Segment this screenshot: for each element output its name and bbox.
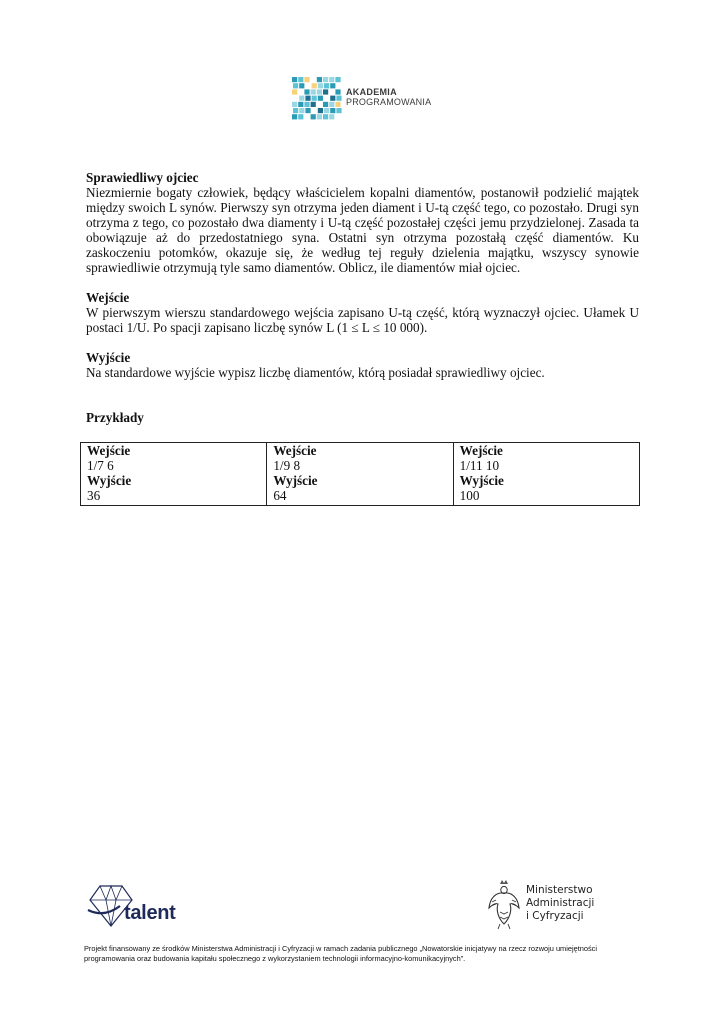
- mosaic-tile: [299, 96, 304, 101]
- mosaic-tile: [323, 77, 328, 82]
- mosaic-tile: [323, 114, 328, 119]
- mosaic-tile: [330, 96, 335, 101]
- mosaic-tile: [299, 108, 304, 113]
- example-cell-2: [267, 443, 453, 506]
- mosaic-tile: [298, 102, 303, 107]
- example-input-value: 1/11 10: [459, 458, 500, 473]
- mosaic-tile: [329, 114, 334, 119]
- ministry-line2: Administracji: [526, 897, 595, 909]
- mosaic-tile: [304, 89, 309, 94]
- mosaic-tile: [324, 108, 329, 113]
- logo-line1: AKADEMIA: [346, 87, 397, 97]
- mosaic-tile: [293, 108, 298, 113]
- problem-statement: Niezmiernie bogaty człowiek, będący właścicielem kopalni diamentów, postanowił podzielić majątek między swoich L synów. Pierwszy syn otrzyma jeden diament i U-tą część tego, co pozostało. Drugi syn otrzyma z tego, co pozostało dwa diamenty i U-tą część pozostałej części jemu przydzielonej. Zasada ta obowiązuje aż do przedostatniego syna. Ostatni syn otrzyma pozostałą część diamentów. Ku zaskoczeniu potomków, okazuje się, że według tej reguły dzielenia majątku, wszyscy synowie sprawiedliwie otrzymują tyle samo diamentów. Oblicz, ile diamentów miał ojciec.: [86, 185, 639, 275]
- example-output-label: Wyjście: [459, 473, 504, 488]
- mosaic-tile: [305, 108, 310, 113]
- mosaic-tile: [317, 89, 322, 94]
- ministry-line1: Ministerstwo: [526, 884, 593, 896]
- example-output-value: 100: [459, 488, 480, 503]
- talent-logo: [84, 880, 194, 932]
- mosaic-tile: [312, 96, 317, 101]
- funding-note-line1: Projekt finansowany ze środków Ministerstwa Administracji i Cyfryzacji w ramach zadania publicznego „Nowatorskie inicjatywy na rzecz rozwoju umiejętności: [84, 944, 598, 953]
- input-heading: Wejście: [86, 290, 130, 305]
- akademia-programowania-logo: [292, 76, 452, 120]
- mosaic-tile: [335, 89, 340, 94]
- example-cell-1: [81, 443, 267, 506]
- mosaic-tile: [292, 77, 297, 82]
- mosaic-tile: [317, 114, 322, 119]
- table-row: [81, 443, 640, 506]
- example-input-label: Wejście: [459, 443, 503, 458]
- mosaic-tile: [304, 77, 309, 82]
- mosaic-tile: [318, 108, 323, 113]
- example-input-value: 1/9 8: [273, 458, 301, 473]
- mosaic-tile: [311, 89, 316, 94]
- mosaic-tile: [292, 102, 297, 107]
- ministry-name: [526, 884, 594, 923]
- mosaic-tile: [318, 96, 323, 101]
- mosaic-tile: [330, 83, 335, 88]
- mosaic-tile: [329, 77, 334, 82]
- ministry-line3: i Cyfryzacji: [526, 910, 584, 922]
- ministry-logo: [486, 878, 606, 934]
- example-output-label: Wyjście: [273, 473, 318, 488]
- examples-heading: Przykłady: [86, 410, 144, 425]
- funding-note: [84, 944, 644, 964]
- mosaic-tile: [323, 102, 328, 107]
- mosaic-tile: [298, 114, 303, 119]
- mosaic-tile: [311, 102, 316, 107]
- output-heading: Wyjście: [86, 350, 131, 365]
- example-input-label: Wejście: [273, 443, 317, 458]
- example-cell-3: [453, 443, 639, 506]
- problem-content: [86, 170, 639, 425]
- mosaic-tile: [305, 96, 310, 101]
- mosaic-tile: [323, 89, 328, 94]
- mosaic-tile: [330, 108, 335, 113]
- mosaic-tile: [293, 83, 298, 88]
- problem-title: Sprawiedliwy ojciec: [86, 170, 199, 185]
- mosaic-tile: [299, 83, 304, 88]
- example-output-value: 64: [273, 488, 287, 503]
- output-text: Na standardowe wyjście wypisz liczbę diamentów, którą posiadał sprawiedliwy ojciec.: [86, 365, 545, 380]
- mosaic-tile: [311, 114, 316, 119]
- eagle-emblem-icon: [486, 878, 522, 930]
- example-input-value: 1/7 6: [87, 458, 114, 473]
- mosaic-tile: [292, 114, 297, 119]
- logo-text: [346, 87, 431, 107]
- funding-note-line2: programowania oraz budowania kapitału społecznego z wykorzystaniem technologii informacyjno-komunikacyjnych”.: [84, 954, 466, 963]
- mosaic-tile: [324, 83, 329, 88]
- mosaic-tile: [292, 89, 297, 94]
- mosaic-tile: [318, 83, 323, 88]
- mosaic-tile: [335, 102, 340, 107]
- talent-wordmark: talent: [124, 902, 176, 924]
- example-input-label: Wejście: [87, 443, 131, 458]
- mosaic-logo-icon: [292, 76, 342, 120]
- example-output-value: 36: [87, 488, 101, 503]
- mosaic-tile: [298, 77, 303, 82]
- mosaic-tile: [336, 96, 341, 101]
- mosaic-tile: [329, 102, 334, 107]
- mosaic-tile: [336, 108, 341, 113]
- mosaic-tile: [317, 77, 322, 82]
- examples-table: [80, 442, 640, 506]
- mosaic-tile: [312, 83, 317, 88]
- logo-line2: PROGRAMOWANIA: [346, 97, 432, 107]
- input-text: W pierwszym wierszu standardowego wejścia zapisano U-tą część, którą wyznaczył ojciec. Ułamek U postaci 1/U. Po spacji zapisano liczbę synów L (1 ≤ L ≤ 10 000).: [86, 305, 639, 335]
- mosaic-tile: [335, 77, 340, 82]
- mosaic-tile: [304, 102, 309, 107]
- example-output-label: Wyjście: [87, 473, 132, 488]
